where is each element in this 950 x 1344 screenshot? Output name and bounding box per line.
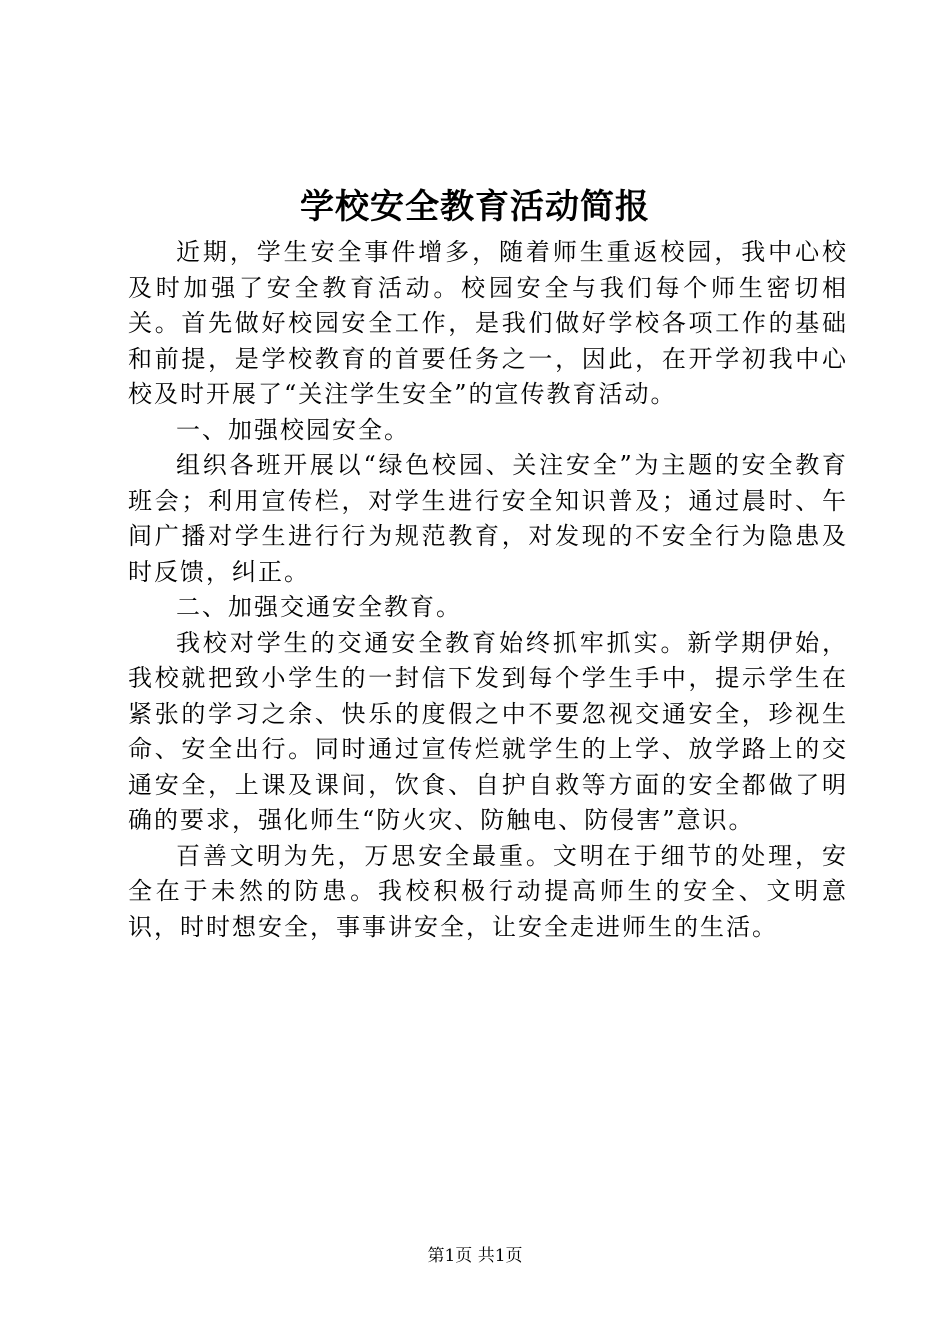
section-heading-traffic-safety: 二、加强交通安全教育。 [176,593,462,621]
document-body [128,235,848,945]
intro-paragraph: 近期，学生安全事件增多，随着师生重返校园，我中心校及时加强了安全教育活动。校园安全与我们每个师生密切相关。首先做好校园安全工作，是我们做好学校各项工作的基础和前提，是学校教育的首要任务之一，因此，在开学初我中心校及时开展了“关注学生安全”的宣传教育活动。 [128,238,848,408]
document-title: 学校安全教育活动简报 [300,187,650,227]
closing-paragraph: 百善文明为先，万思安全最重。文明在于细节的处理，安全在于未然的防患。我校积极行动提高师生的安全、文明意识，时时想安全，事事讲安全，让安全走进师生的生活。 [128,841,848,941]
campus-safety-paragraph: 组织各班开展以“绿色校园、关注安全”为主题的安全教育班会；利用宣传栏，对学生进行安全知识普及；通过晨时、午间广播对学生进行行为规范教育，对发现的不安全行为隐患及时反馈，纠正。 [128,451,848,586]
traffic-safety-paragraph: 我校对学生的交通安全教育始终抓牢抓实。新学期伊始，我校就把致小学生的一封信下发到每个学生手中，提示学生在紧张的学习之余、快乐的度假之中不要忽视交通安全，珍视生命、安全出行。同时通过宣传烂就学生的上学、放学路上的交通安全，上课及课间，饮食、自护自救等方面的安全都做了明确的要求，强化师生“防火灾、防触电、防侵害”意识。 [128,628,848,834]
page-footer: 第1页 共1页 [427,1246,523,1266]
section-heading-campus-safety: 一、加强校园安全。 [176,415,410,444]
